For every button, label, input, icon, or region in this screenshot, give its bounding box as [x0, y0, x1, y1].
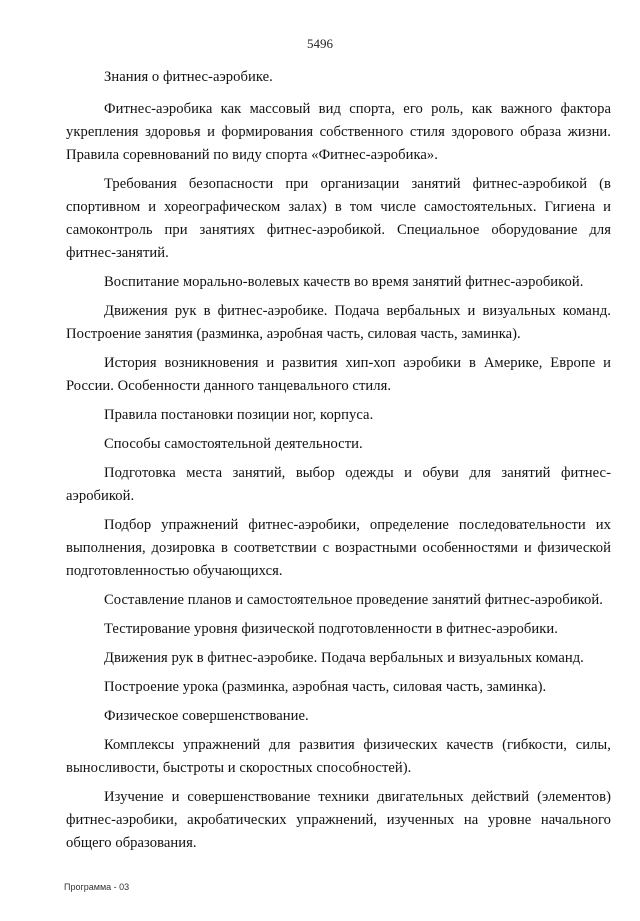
paragraph: Фитнес-аэробика как массовый вид спорта, его роль, как важного фактора укрепления здоровья и формирования собственного стиля здорового образа жизни. Правила соревнований по виду спорта «Фитнес-аэробика». — [66, 101, 611, 163]
paragraph: Подготовка места занятий, выбор одежды и обуви для занятий фитнес-аэробикой. — [66, 465, 611, 504]
paragraph: История возникновения и развития хип-хоп аэробики в Америке, Европе и России. Особенности данного танцевального стиля. — [66, 355, 611, 394]
paragraph: Изучение и совершенствование техники двигательных действий (элементов) фитнес-аэробики, акробатических упражнений, изученных на уровне начального общего образования. — [66, 789, 611, 851]
paragraph: Способы самостоятельной деятельности. — [104, 436, 363, 452]
paragraph: Воспитание морально-волевых качеств во время занятий фитнес-аэробикой. — [104, 274, 584, 290]
paragraph: Построение урока (разминка, аэробная часть, силовая часть, заминка). — [104, 679, 547, 695]
paragraph: Физическое совершенствование. — [104, 708, 309, 724]
body-text — [66, 66, 611, 861]
paragraph: Знания о фитнес-аэробике. — [104, 69, 273, 85]
paragraph: Требования безопасности при организации занятий фитнес-аэробикой (в спортивном и хореографическом залах) в том числе самостоятельных. Гигиена и самоконтроль при занятиях фитнес-аэробикой. Специальное оборудование для фитнес-занятий. — [66, 176, 611, 261]
footer-label: Программа - 03 — [64, 882, 130, 892]
paragraph: Правила постановки позиции ног, корпуса. — [104, 407, 374, 423]
paragraph: Подбор упражнений фитнес-аэробики, определение последовательности их выполнения, дозировка в соответствии с возрастными особенностями и физической подготовленностью обучающихся. — [66, 517, 611, 579]
paragraph: Комплексы упражнений для развития физических качеств (гибкости, силы, выносливости, быстроты и скоростных способностей). — [66, 737, 611, 776]
paragraph: Движения рук в фитнес-аэробике. Подача вербальных и визуальных команд. — [104, 650, 584, 666]
page-number: 5496 — [307, 36, 333, 51]
paragraph: Тестирование уровня физической подготовленности в фитнес-аэробики. — [104, 621, 558, 637]
paragraph: Движения рук в фитнес-аэробике. Подача вербальных и визуальных команд. Построение занятия (разминка, аэробная часть, силовая часть, заминка). — [66, 303, 611, 342]
paragraph: Составление планов и самостоятельное проведение занятий фитнес-аэробикой. — [104, 592, 603, 608]
